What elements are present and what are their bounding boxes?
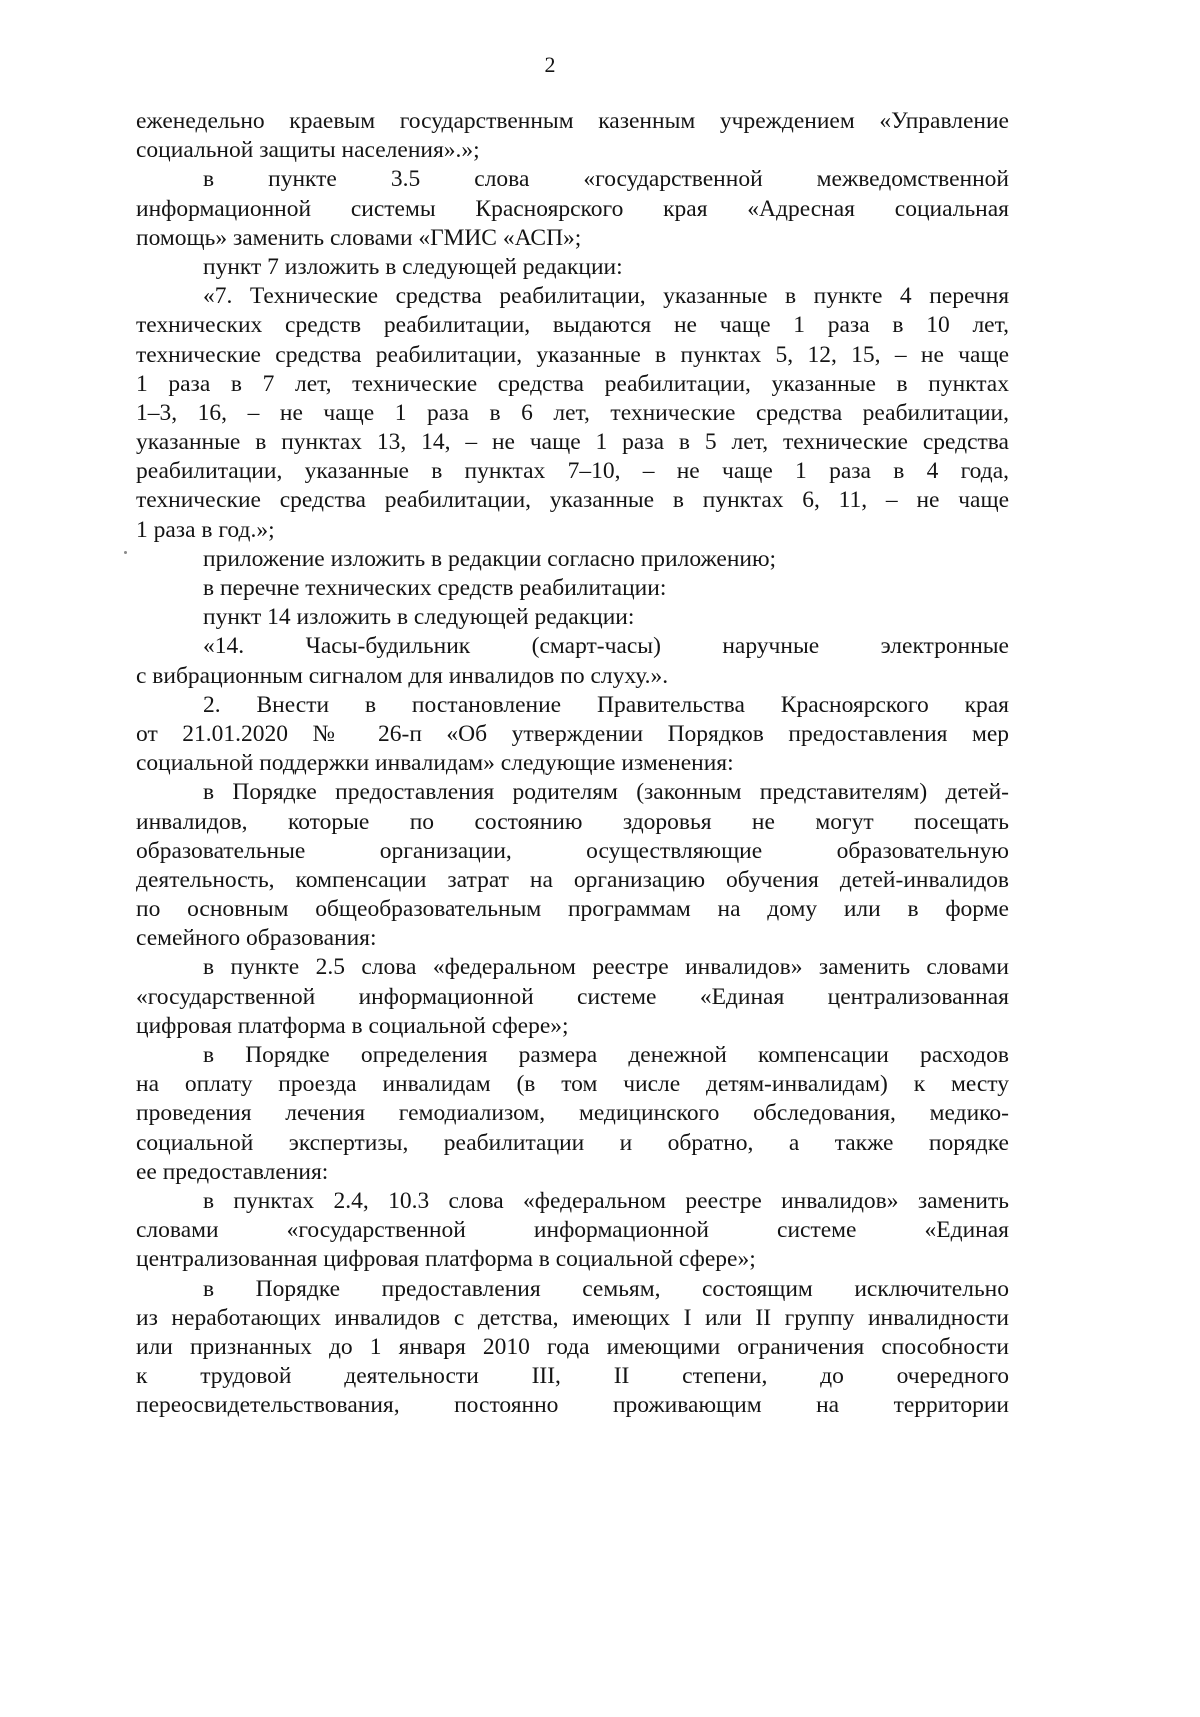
scan-dot: [124, 551, 127, 554]
text-line: семейного образования:: [136, 925, 377, 952]
text-line: 1 раза в 7 лет, технические средства реабилитации, указанные в пунктах: [136, 370, 1009, 397]
text-line: в Порядке предоставления семьям, состоящим исключительно: [203, 1275, 1009, 1302]
text-line: с вибрационным сигналом для инвалидов по слуху.».: [136, 662, 669, 689]
text-line: пункт 7 изложить в следующей редакции:: [203, 253, 623, 280]
text-line: в пунктах 2.4, 10.3 слова «федеральном реестре инвалидов» заменить: [203, 1187, 1009, 1214]
text-line: помощь» заменить словами «ГМИС «АСП»;: [136, 224, 582, 251]
text-line: или признанных до 1 января 2010 года имеющими ограничения способности: [136, 1333, 1009, 1360]
text-line: «7. Технические средства реабилитации, указанные в пункте 4 перечня: [203, 283, 1009, 310]
text-line: из неработающих инвалидов с детства, имеющих I или II группу инвалидности: [136, 1304, 1009, 1331]
text-line: социальной защиты населения».»;: [136, 137, 480, 164]
text-line: от 21.01.2020 № 26-п «Об утверждении Порядков предоставления мер: [136, 720, 1009, 747]
text-line: в пункте 3.5 слова «государственной межведомственной: [203, 166, 1009, 193]
text-line: 1 раза в год.»;: [136, 516, 275, 543]
text-line: к трудовой деятельности III, II степени, до очередного: [136, 1363, 1009, 1390]
text-line: еженедельно краевым государственным казенным учреждением «Управление: [136, 108, 1009, 134]
text-line: образовательные организации, осуществляющие образовательную: [136, 837, 1009, 864]
text-line: по основным общеобразовательным программам на дому или в форме: [136, 896, 1009, 923]
text-line: в перечне технических средств реабилитации:: [203, 575, 667, 601]
text-line: реабилитации, указанные в пунктах 7–10, – не чаще 1 раза в 4 года,: [136, 458, 1009, 485]
text-line: информационной системы Красноярского края «Адресная социальная: [136, 195, 1009, 222]
page-number: 2: [544, 52, 556, 77]
text-line: социальной поддержки инвалидам» следующие изменения:: [136, 750, 734, 777]
text-line: в Порядке определения размера денежной компенсации расходов: [203, 1042, 1009, 1068]
text-line: приложение изложить в редакции согласно приложению;: [203, 545, 777, 572]
text-line: технические средства реабилитации, указанные в пунктах 5, 12, 15, – не чаще: [136, 341, 1009, 368]
text-line: в пункте 2.5 слова «федеральном реестре инвалидов» заменить словами: [203, 954, 1009, 981]
text-line: ее предоставления:: [136, 1158, 329, 1185]
text-line: цифровая платформа в социальной сфере»;: [136, 1012, 569, 1039]
text-line: «14. Часы-будильник (смарт-часы) наручные электронные: [203, 633, 1009, 660]
text-line: переосвидетельствования, постоянно проживающим на территории: [136, 1392, 1009, 1419]
text-line: проведения лечения гемодиализом, медицинского обследования, медико-: [136, 1100, 1009, 1127]
text-line: 1–3, 16, – не чаще 1 раза в 6 лет, технические средства реабилитации,: [136, 399, 1009, 426]
text-line: 2. Внести в постановление Правительства Красноярского края: [203, 691, 1009, 718]
text-line: словами «государственной информационной системе «Единая: [136, 1217, 1009, 1244]
text-line: деятельность, компенсации затрат на организацию обучения детей-инвалидов: [136, 866, 1009, 893]
document-body: [136, 107, 1009, 1420]
text-line: социальной экспертизы, реабилитации и обратно, а также порядке: [136, 1129, 1009, 1156]
text-line: технических средств реабилитации, выдаются не чаще 1 раза в 10 лет,: [136, 312, 1009, 339]
text-line: инвалидов, которые по состоянию здоровья не могут посещать: [136, 808, 1009, 835]
text-line: в Порядке предоставления родителям (законным представителям) детей-: [203, 779, 1009, 806]
text-line: на оплату проезда инвалидам (в том числе детям-инвалидам) к месту: [136, 1071, 1009, 1098]
text-line: технические средства реабилитации, указанные в пунктах 6, 11, – не чаще: [136, 487, 1009, 514]
text-line: пункт 14 изложить в следующей редакции:: [203, 604, 635, 631]
text-line: «государственной информационной системе «Единая централизованная: [136, 983, 1009, 1010]
text-line: централизованная цифровая платформа в социальной сфере»;: [136, 1246, 756, 1273]
text-line: указанные в пунктах 13, 14, – не чаще 1 раза в 5 лет, технические средства: [136, 429, 1009, 456]
